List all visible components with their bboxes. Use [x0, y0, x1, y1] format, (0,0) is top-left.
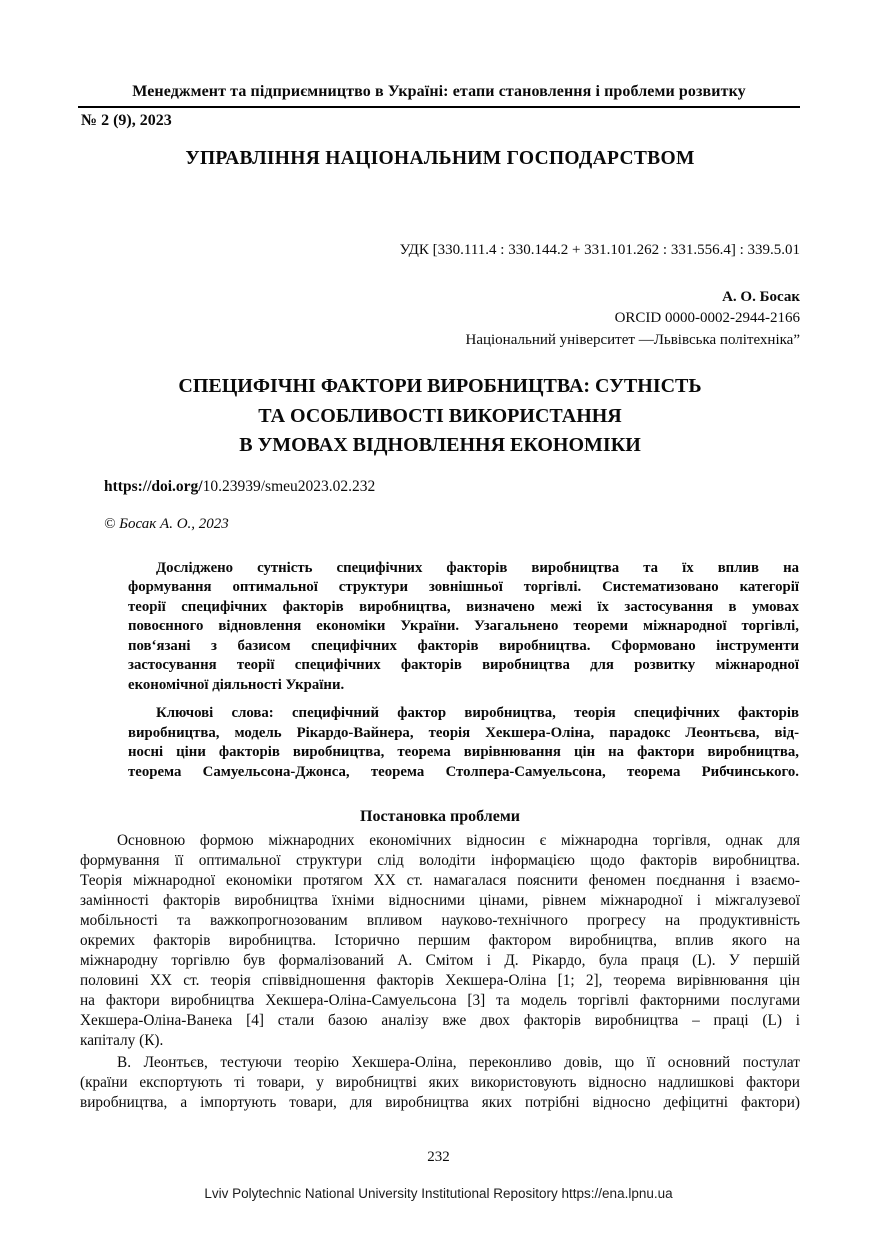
journal-running-title: Менеджмент та підприємництво в Україні: етапи становлення і проблеми розвитку — [78, 82, 800, 108]
keywords-text: Ключові слова: специфічний фактор виробництва, теорія специфічних факторів виробництва, модель Рікардо-Вайнера, теорія Хекшера-Оліна, парадокс Леонтьєва, від- носні ціни факторів виробництва, теорема вирівнювання цін на фактори виробництва, теорема Самуельсона-Джонса, теорема Столпера-Самуельсона, теорема Рибчинського. — [128, 705, 799, 780]
issue-number: № 2 (9), 2023 — [81, 112, 172, 129]
body-paragraph-1: Основною формою міжнародних економічних відносин є міжнародна торгівля, однак для формування її оптимальної структури слід володіти інформацією щодо факторів виробництва. Теорія міжнародної економіки протягом ХХ ст. намагалася пояснити феномен поєднання і взаємо- замінності факторів виробництва їхніми відносними цінами, рівнем міжнародної і міжгалузевої мобільності та важкопрогнозованим впливом науково-технічного прогресу на продуктивність окремих факторів виробництва. Історично першим фактором виробництва, вплив якого на міжнародну торгівлю був формалізований А. Смітом і Д. Рікардо, була праця (L). У першій половині ХХ ст. теорія співвідношення факторів Хекшера-Оліна [1; 2], теорема вирівнювання цін на фактори виробництва Хекшера-Оліна-Самуельсона [3] та модель торгівлі факторними послугами Хекшера-Оліна-Ванека [4] стали базою аналізу вже двох факторів виробництва – праці (L) і капіталу (К). — [80, 832, 800, 1049]
doi-line — [104, 478, 375, 496]
author-affiliation: Національний університет —Львівська політехніка” — [465, 331, 800, 348]
udc-classification: УДК [330.111.4 : 330.144.2 + 331.101.262 : 331.556.4] : 339.5.01 — [399, 242, 800, 258]
author-block — [80, 287, 800, 351]
body-paragraph-2: В. Леонтьєв, тестуючи теорію Хекшера-Оліна, переконливо довів, що її основний постулат (країни експортують ті товари, у виробництві яких використовують відносно надлишкові фактори виробництва, а імпортують товари, для виробництва яких потрібні відносно дефіцитні фактори) — [80, 1054, 800, 1111]
section-heading: УПРАВЛІННЯ НАЦІОНАЛЬНИМ ГОСПОДАРСТВОМ — [185, 148, 695, 169]
author-orcid: ORCID 0000-0002-2944-2166 — [614, 310, 800, 327]
copyright-notice: © Босак А. О., 2023 — [104, 516, 229, 532]
article-title: СПЕЦИФІЧНІ ФАКТОРИ ВИРОБНИЦТВА: СУТНІСТЬ ТА ОСОБЛИВОСТІ ВИКОРИСТАННЯ В УМОВАХ ВІДНОВЛЕННЯ ЕКОНОМІКИ — [178, 375, 702, 456]
problem-statement-heading: Постановка проблеми — [360, 808, 520, 825]
author-name: А. О. Босак — [722, 289, 800, 305]
abstract-text: Досліджено сутність специфічних факторів виробництва та їх вплив на формування оптимальної структури зовнішньої торгівлі. Систематизовано категорії теорії специфічних факторів виробництва, визначено межі їх застосування в умовах повоєнного відновлення економіки України. Узагальнено теореми міжнародної торгівлі, пов‘язані з базисом специфічних факторів виробництва. Сформовано інструменти застосування теорії специфічних факторів виробництва для розвитку міжнародної економічної діяльності України. — [128, 560, 799, 693]
page-number: 232 — [427, 1149, 450, 1165]
doi-prefix: https://doi.org/ — [104, 478, 203, 495]
repository-footer: Lviv Polytechnic National University Institutional Repository https://ena.lpnu.ua — [204, 1186, 673, 1201]
doi-link[interactable]: 10.23939/smeu2023.02.232 — [202, 478, 376, 495]
